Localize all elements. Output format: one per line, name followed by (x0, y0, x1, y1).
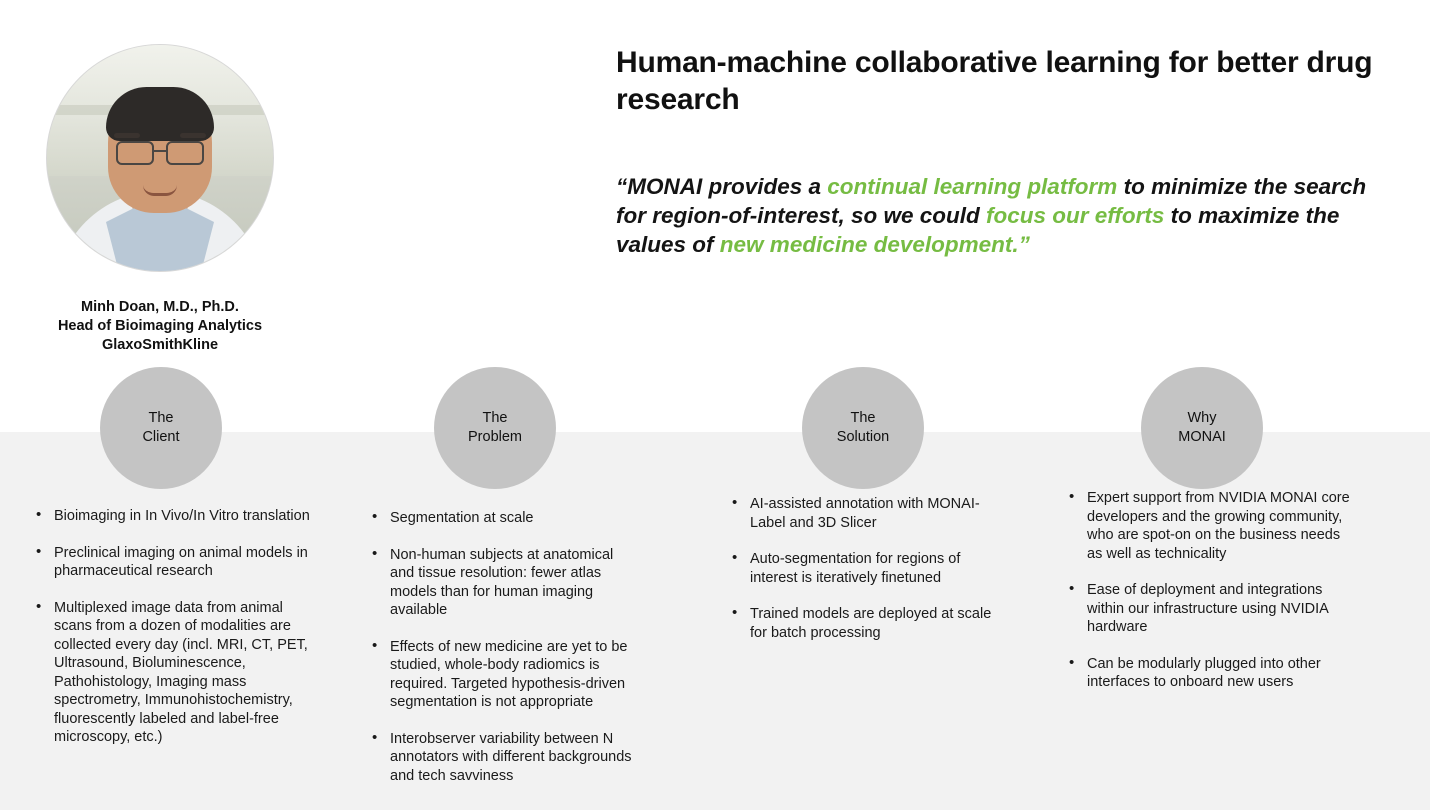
list-item: • Expert support from NVIDIA MONAI core developers and the growing community, who are spot-on on the business needs as well as technicality (1065, 489, 1350, 563)
profile-name: Minh Doan, M.D., Ph.D. (81, 299, 239, 315)
list-item: • Can be modularly plugged into other interfaces to onboard new users (1065, 655, 1350, 692)
quote-text (616, 172, 1386, 259)
quote-highlight: new medicine development.” (719, 232, 1030, 257)
column-client (10, 367, 310, 745)
list-item: • Multiplexed image data from animal scans from a dozen of modalities are collected every day (incl. MRI, CT, PET, Ultrasound, Bioluminescence, Pathohistology, Imaging mass spectrometry, Immunohistochemistry, fluorescently labeled and label-free microscopy, etc.) (32, 599, 310, 747)
quote-plain: to maximize the values of (616, 203, 1340, 257)
photo-eyebrow-right (180, 133, 206, 138)
list-item: • Interobserver variability between N annotators with different backgrounds and tech savviness (368, 730, 640, 786)
avatar (46, 44, 274, 272)
column-badge-line2: Problem (468, 429, 522, 445)
list-item: • Non-human subjects at anatomical and tissue resolution: fewer atlas models than for human imaging available (368, 546, 640, 620)
list-item: • Auto-segmentation for regions of interest is iteratively finetuned (728, 550, 1008, 587)
list-item: • Bioimaging in In Vivo/In Vitro translation (32, 507, 310, 526)
list-item: • AI-assisted annotation with MONAI-Label and 3D Slicer (728, 495, 1008, 532)
column-badge (434, 367, 556, 489)
column-solution (716, 367, 1016, 641)
column-badge-line1: The (482, 410, 508, 426)
list-item: • Ease of deployment and integrations within our infrastructure using NVIDIA hardware (1065, 581, 1350, 637)
list-item: • Preclinical imaging on animal models in pharmaceutical research (32, 544, 310, 581)
quote-plain: “MONAI provides a (616, 174, 828, 199)
list-item: • Segmentation at scale (368, 509, 640, 528)
column-problem (346, 367, 646, 784)
glasses-icon (112, 141, 208, 161)
column-badge-line1: The (850, 410, 876, 426)
column-badge (1141, 367, 1263, 489)
column-badge (802, 367, 924, 489)
column-badge-line2: Solution (836, 429, 890, 445)
list-item: • Effects of new medicine are yet to be studied, whole-body radiomics is required. Targeted hypothesis-driven segmentation is not appropriate (368, 638, 640, 712)
bullet-list (32, 507, 310, 765)
column-badge-line2: Client (142, 429, 180, 445)
list-item: • Trained models are deployed at scale for batch processing (728, 605, 1008, 642)
column-badge-line1: Why (1187, 410, 1217, 426)
page-title: Human-machine collaborative learning for better drug research (616, 46, 1373, 116)
profile-role: Head of Bioimaging Analytics (57, 318, 263, 334)
column-badge-line1: The (148, 410, 174, 426)
column-badge (100, 367, 222, 489)
bullet-list (1065, 489, 1350, 710)
profile-organization: GlaxoSmithKline (101, 337, 219, 353)
bullet-list (728, 495, 1008, 660)
quote-highlight: continual learning platform (827, 174, 1118, 199)
bullet-list (368, 509, 640, 803)
column-why-monai (1053, 367, 1353, 690)
quote-highlight: focus our efforts (986, 203, 1165, 228)
quote-plain: to minimize the search for region-of-interest, so we could (616, 174, 1367, 228)
column-badge-line2: MONAI (1178, 429, 1226, 445)
photo-eyebrow-left (114, 133, 140, 138)
